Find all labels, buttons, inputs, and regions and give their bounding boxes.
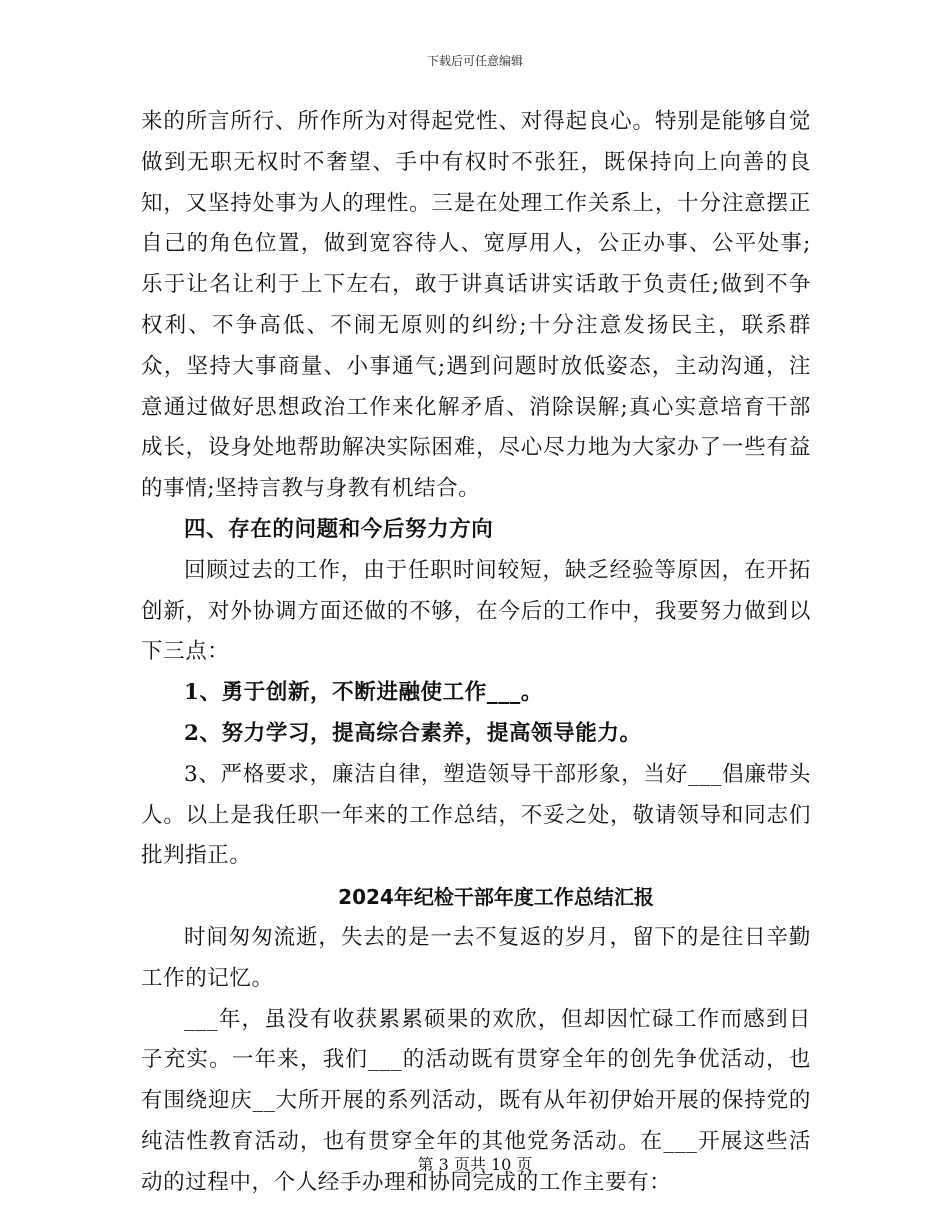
- list-item-1: 1、勇于创新，不断进融使工作___。: [184, 680, 544, 706]
- paragraph-time: 时间匆匆流逝，失去的是一去不复返的岁月，留下的是往日辛勤工作的记忆。: [141, 924, 811, 991]
- list-item-3: 3、严格要求，廉洁自律，塑造领导干部形象，当好___倡廉带头人。以上是我任职一年来的工作总结，不妥之处，敬请领导和同志们批判指正。: [141, 761, 811, 869]
- page-footer: 第 3 页共 10 页: [417, 1155, 533, 1174]
- section-heading: 四、存在的问题和今后努力方向: [184, 516, 494, 542]
- page-header: 下载后可任意编辑: [426, 54, 523, 68]
- document-body: [141, 102, 811, 1204]
- document-title: 2024年纪检干部年度工作总结汇报: [338, 885, 654, 910]
- paragraph-continuation: 来的所言所行、所作所为对得起党性、对得起良心。特别是能够自觉做到无职无权时不奢望、手中有权时不张狂，既保持向上向善的良知，又坚持处事为人的理性。三是在处理工作关系上，十分注意摆正自己的角色位置，做到宽容待人、宽厚用人，公正办事、公平处事;乐于让名让利于上下左右，敢于讲真话讲实话敢于负责任;做到不争权利、不争高低、不闹无原则的纠纷;十分注意发扬民主，联系群众，坚持大事商量、小事通气;遇到问题时放低姿态，主动沟通，注意通过做好思想政治工作来化解矛盾、消除误解;真心实意培育干部成长，设身处地帮助解决实际困难，尽心尽力地为大家办了一些有益的事情;坚持言教与身教有机结合。: [141, 109, 811, 502]
- paragraph-year: ___年，虽没有收获累累硕果的欢欣，但却因忙碌工作而感到日子充实。一年来，我们___的活动既有贯穿全年的创先争优活动，也有围绕迎庆__大所开展的系列活动，既有从年初伊始开展的保持党的纯洁性教育活动，也有贯穿全年的其他党务活动。在___开展这些活动的过程中，个人经手办理和协同完成的工作主要有：: [141, 1006, 811, 1195]
- list-item-2: 2、努力学习，提高综合素养，提高领导能力。: [184, 720, 642, 746]
- paragraph-review: 回顾过去的工作，由于任职时间较短，缺乏经验等原因，在开拓创新，对外协调方面还做的不够，在今后的工作中，我要努力做到以下三点：: [141, 557, 811, 665]
